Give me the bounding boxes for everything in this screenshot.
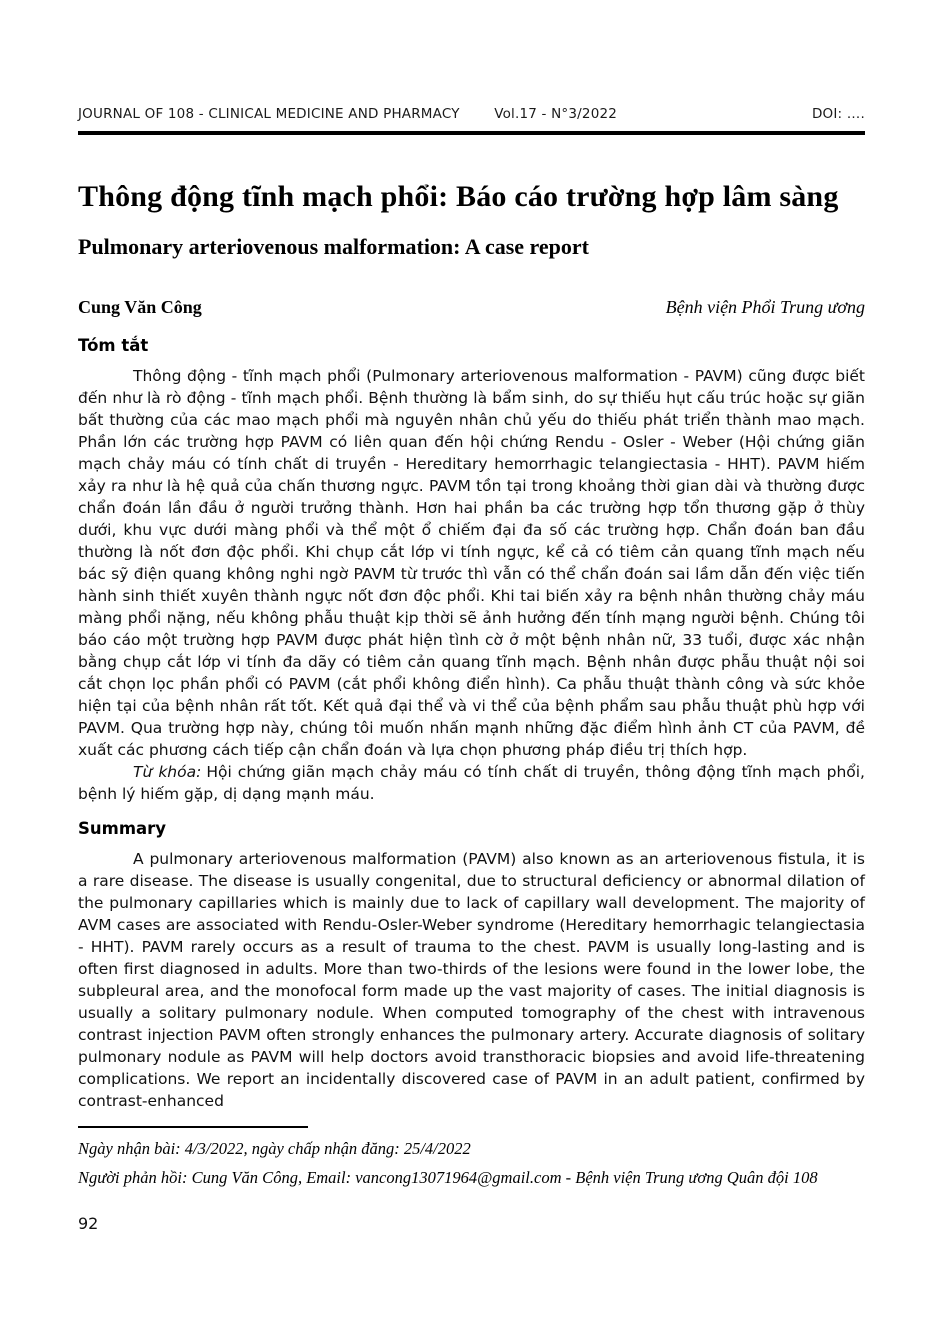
journal-volume: Vol.17 - N°3/2022 (494, 106, 618, 122)
journal-doi: DOI: …. (811, 106, 865, 122)
keywords-line (78, 761, 865, 805)
journal-header-left (78, 106, 617, 122)
journal-header (78, 106, 865, 135)
abstract-body-english: A pulmonary arteriovenous malformation (PAVM) also known as an arteriovenous fistula, it is a rare disease. The disease is usually congenital, due to structural deficiency or abnormal dilation of the pulmonary capillaries which is mainly due to lack of capillary wall development. The majority of AVM cases are associated with Rendu-Osler-Weber syndrome (Hereditary hemorrhagic telangiectasia - HHT). PAVM rarely occurs as a result of trauma to the chest. PAVM is usually long-lasting and is often first diagnosed in adults. More than two-thirds of the lesions were found in the lower lobe, the subpleural area, and the monofocal form made up the vast majority of cases. The initial diagnosis is usually a solitary pulmonary nodule. When computed tomography of the chest with intravenous contrast injection PAVM often strongly enhances the pulmonary artery. Accurate diagnosis of solitary pulmonary nodule as PAVM will help doctors avoid transthoracic biopsies and avoid life-threatening complications. We report an incidentally discovered case of PAVM in an adult patient, confirmed by contrast-enhanced (78, 850, 865, 1110)
footnote-correspondence: Người phản hồi: Cung Văn Công, Email: vancong13071964@gmail.com - Bệnh viện Trung ương Quân đội 108 (78, 1168, 818, 1187)
page-number: 92 (78, 1214, 99, 1233)
article-title-english: Pulmonary arteriovenous malformation: A case report (78, 234, 590, 259)
author-name: Cung Văn Công (78, 297, 202, 317)
footnote-divider (78, 1126, 308, 1128)
footnote-received-date: Ngày nhận bài: 4/3/2022, ngày chấp nhận đăng: 25/4/2022 (78, 1139, 471, 1158)
author-affiliation: Bệnh viện Phổi Trung ương (665, 297, 865, 317)
keywords-label: Từ khóa: (133, 763, 202, 781)
abstract-heading-vietnamese: Tóm tắt (78, 336, 149, 355)
abstract-heading-english: Summary (78, 819, 167, 838)
article-title-vietnamese: Thông động tĩnh mạch phổi: Báo cáo trường hợp lâm sàng (78, 180, 839, 213)
abstract-body-vietnamese: Thông động - tĩnh mạch phổi (Pulmonary arteriovenous malformation - PAVM) cũng được biết đến như là rò động - tĩnh mạch phổi. Bệnh thường là bẩm sinh, do sự thiếu hụt cấu trúc hoặc sự giãn bất thường của các mao mạch phổi mà nguyên nhân chủ yếu do thiếu phát triển thành mao mạch. Phần lớn các trường hợp PAVM có liên quan đến hội chứng Rendu - Osler - Weber (Hội chứng giãn mạch chảy máu có tính chất di truyền - Hereditary hemorrhagic telangiectasia - HHT). PAVM hiếm xảy ra như là hệ quả của chấn thương ngực. PAVM tồn tại trong khoảng thời gian dài và thường được chẩn đoán lần đầu ở người trưởng thành. Hơn hai phần ba các trường hợp tổn thương gặp ở thùy dưới, khu vực dưới màng phổi và thể một ổ chiếm đại đa số các trường hợp. Chẩn đoán ban đầu thường là nốt đơn độc phổi. Khi chụp cắt lớp vi tính ngực, kể cả có tiêm cản quang tĩnh mạch nếu bác sỹ điện quang không nghi ngờ PAVM từ trước thì vẫn có thể chẩn đoán sai lầm dẫn đến việc tiến hành sinh thiết xuyên thành ngực nốt đơn độc phổi. Khi tai biến xảy ra bệnh nhân thường chảy máu màng phổi nặng, nếu không phẫu thuật kịp thời sẽ ảnh hưởng đến tính mạng người bệnh. Chúng tôi báo cáo một trường hợp PAVM được phát hiện tình cờ ở một bệnh nhân nữ, 33 tuổi, được xác nhận bằng chụp cắt lớp vi tính đa dãy có tiêm cản quang tĩnh mạch. Bệnh nhân được phẫu thuật nội soi cắt chọn lọc phần phổi có PAVM (cắt phổi không điển hình). Ca phẫu thuật thành công và sức khỏe hiện tại của bệnh nhân rất tốt. Kết quả đại thể và vi thể của bệnh phẩm sau phẫu thuật phù hợp với PAVM. Qua trường hợp này, chúng tôi muốn nhấn mạnh những đặc điểm hình ảnh CT của PAVM, đề xuất các phương cách tiếp cận chẩn đoán và lựa chọn phương pháp điều trị thích hợp. (78, 367, 865, 759)
keywords-text: Hội chứng giãn mạch chảy máu có tính chất di truyền, thông động tĩnh mạch phổi, bệnh lý hiếm gặp, dị dạng mạnh máu. (78, 763, 865, 803)
author-row (78, 297, 865, 318)
journal-name: JOURNAL OF 108 - CLINICAL MEDICINE AND PHARMACY (78, 106, 460, 122)
